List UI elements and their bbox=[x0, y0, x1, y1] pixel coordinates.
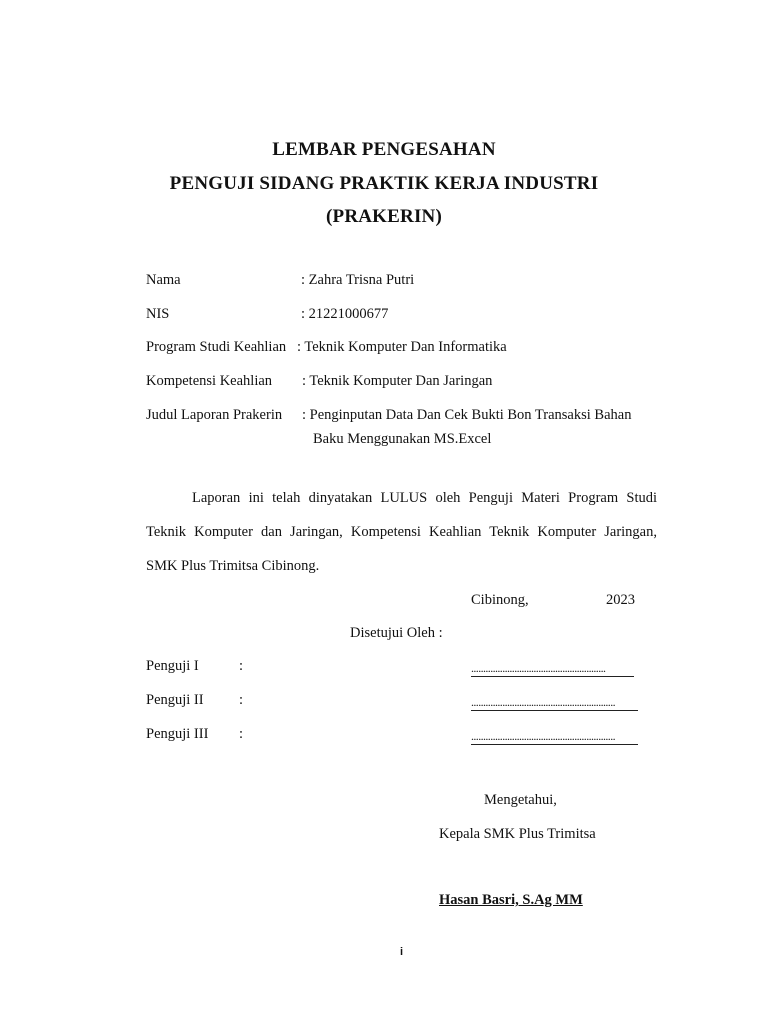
field-label-nis: NIS bbox=[146, 306, 170, 322]
examiner-signature-line-3: ............................................................ bbox=[471, 729, 616, 743]
field-value-judul: : Penginputan Data Dan Cek Bukti Bon Transaksi Bahan bbox=[302, 407, 632, 423]
field-label-kompetensi: Kompetensi Keahlian bbox=[146, 373, 273, 389]
statement-paragraph bbox=[146, 490, 657, 580]
examiner-label-2: Penguji II bbox=[146, 692, 204, 708]
document-subtitle: PENGUJI SIDANG PRAKTIK KERJA INDUSTRI bbox=[169, 173, 599, 194]
examiner-colon-2: : bbox=[239, 692, 244, 708]
field-label-judul: Judul Laporan Prakerin bbox=[146, 407, 283, 423]
examiner-colon-3: : bbox=[239, 726, 244, 742]
field-value-nis: : 21221000677 bbox=[301, 306, 389, 322]
document-title: LEMBAR PENGESAHAN bbox=[272, 139, 496, 160]
page-number: i bbox=[400, 946, 404, 958]
principal-name: Hasan Basri, S.Ag MM bbox=[439, 892, 583, 908]
field-value-nama: : Zahra Trisna Putri bbox=[301, 272, 415, 288]
examiner-label-3: Penguji III bbox=[146, 726, 209, 742]
statement-line-3: SMK Plus Trimitsa Cibinong. bbox=[146, 558, 320, 574]
field-label-nama: Nama bbox=[146, 272, 181, 288]
examiner-colon-1: : bbox=[239, 658, 244, 674]
place-text: Cibinong, bbox=[471, 592, 529, 608]
examiner-signature-line-1: ........................................................ bbox=[471, 661, 606, 675]
field-value-kompetensi: : Teknik Komputer Dan Jaringan bbox=[302, 373, 493, 389]
field-label-program-studi: Program Studi Keahlian bbox=[146, 339, 287, 355]
field-value-judul-continued: Baku Menggunakan MS.Excel bbox=[313, 431, 492, 447]
approved-by-label: Disetujui Oleh : bbox=[350, 625, 443, 641]
year-text: 2023 bbox=[606, 592, 635, 608]
acknowledgement-heading: Mengetahui, bbox=[484, 792, 557, 808]
statement-line-2: Teknik Komputer dan Jaringan, Kompetensi Keahlian Teknik Komputer Jaringan, bbox=[146, 524, 657, 540]
examiner-underline-3 bbox=[471, 743, 638, 745]
examiner-signature-line-2: ............................................................ bbox=[471, 695, 616, 709]
document-subtitle-abbrev: (PRAKERIN) bbox=[326, 206, 442, 227]
examiner-underline-1 bbox=[471, 675, 634, 677]
field-value-program-studi: : Teknik Komputer Dan Informatika bbox=[297, 339, 507, 355]
acknowledgement-role: Kepala SMK Plus Trimitsa bbox=[439, 826, 596, 842]
examiner-label-1: Penguji I bbox=[146, 658, 199, 674]
statement-line-1: Laporan ini telah dinyatakan LULUS oleh Penguji Materi Program Studi bbox=[192, 490, 657, 506]
examiner-underline-2 bbox=[471, 709, 638, 711]
